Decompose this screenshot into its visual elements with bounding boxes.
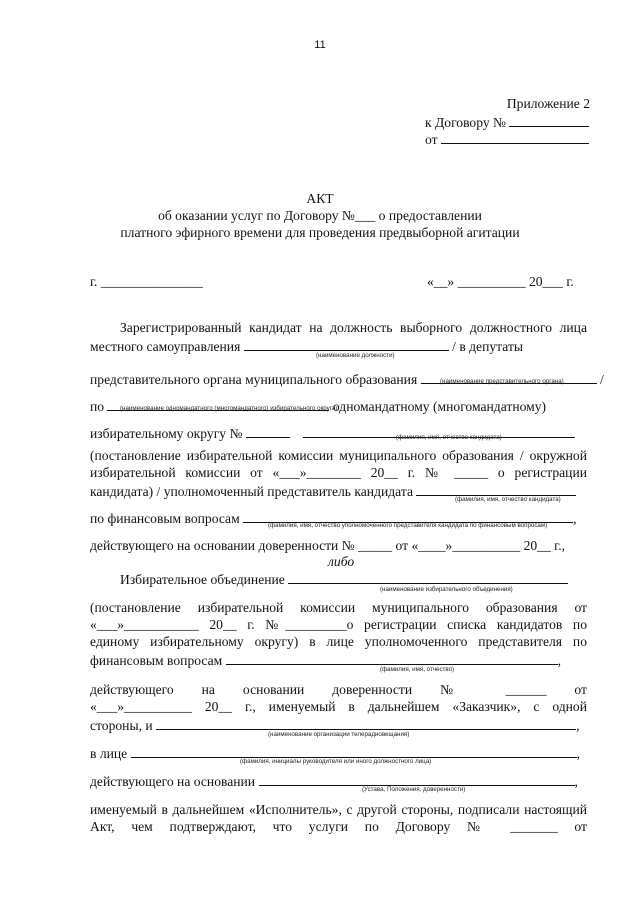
p1-line2-b: / в депутаты <box>452 338 524 354</box>
appendix-label: Приложение 2 <box>506 96 590 111</box>
contract-number-line <box>509 113 589 127</box>
act-subtitle-1: об оказании услуг по Договору №___ о предоставлении <box>158 208 482 223</box>
p6-line1-end: , <box>576 745 580 761</box>
p7-line1 <box>90 772 578 791</box>
party-line <box>288 570 568 584</box>
p7-line1-text: действующего на основании <box>90 773 256 789</box>
act-date: «__» __________ 20___ г. <box>427 274 574 289</box>
act-title: АКТ <box>306 191 334 206</box>
p6-line1-text: в лице <box>90 745 128 761</box>
district-caption: (наименование одномандатного (многомандатного) избирательного округа) <box>120 405 338 412</box>
p1-line2-a: местного самоуправления <box>90 338 241 354</box>
p8-line1: именуемый в дальнейшем «Исполнитель», с другой стороны, подписали настоящий <box>90 802 587 817</box>
party-caption: (наименование избирательного объединения) <box>380 586 513 593</box>
p5-line2: «___»__________ 20__ г., именуемый в дальнейшем «Заказчик», с одной <box>90 699 587 714</box>
position-line <box>244 337 449 351</box>
p2-line3-text: кандидата) / уполномоченный представитель кандидата <box>90 483 413 499</box>
district-number-line <box>246 424 290 438</box>
representative-line <box>416 482 576 496</box>
p2-line2: избирательной комиссии от «___»________ 20__ г. № _____ о регистрации <box>90 465 587 480</box>
representative-caption: (фамилия, имя, отчество кандидата) <box>455 496 561 503</box>
p7-line1-end: , <box>574 773 578 789</box>
or-separator: либо <box>328 554 355 569</box>
p1-line3-text: представительного органа муниципального образования <box>90 371 418 387</box>
contract-date-line <box>441 130 589 144</box>
p1-line1: Зарегистрированный кандидат на должность выборного должностного лица <box>120 320 587 335</box>
place: г. _______________ <box>90 274 203 289</box>
act-subtitle-2: платного эфирного времени для проведения предвыборной агитации <box>120 225 520 240</box>
financial-rep-caption: (фамилия, имя, отчество уполномоченного представителя кандидата по финансовым вопросам) <box>268 522 548 529</box>
p4-line2: «___»___________ 20__ г. №_________о регистрации списка кандидатов по <box>90 617 587 632</box>
council-caption: (наименование представительного органа) <box>440 378 564 385</box>
p2-line4-end: , <box>573 510 577 526</box>
p1-line4-a: по <box>90 398 105 414</box>
p4-line4 <box>90 651 561 670</box>
p4-line1: (постановление избирательной комиссии муниципального образования от <box>90 600 587 615</box>
p4-line4-text: финансовым вопросам <box>90 652 223 668</box>
basis-line <box>259 772 575 786</box>
page-number: 11 <box>314 39 326 51</box>
p5-line3-text: стороны, и <box>90 717 153 733</box>
p1-line5 <box>90 424 575 443</box>
manager-line <box>131 744 577 758</box>
p2-line1: (постановление избирательной комиссии муниципального образования / окружной <box>90 448 587 463</box>
broadcaster-caption: (наименование организации телерадиовещания) <box>268 731 410 738</box>
broadcaster-line <box>156 716 576 730</box>
p5-line3-end: , <box>576 717 580 733</box>
p8-line2: Акт, чем подтверждают, что услуги по Договору № _______ от <box>90 819 587 834</box>
manager-caption: (фамилия, инициалы руководителя или иного должностного лица) <box>240 758 432 765</box>
p3-line1-text: Избирательное объединение <box>120 571 285 587</box>
appendix-date <box>425 130 589 149</box>
p4-line3: единому избирательному округу) в лице уполномоченного представителя по <box>90 634 587 649</box>
appendix-contract-label: к Договору № <box>425 114 507 130</box>
p4-line4-end: , <box>557 652 562 668</box>
party-rep-line <box>226 651 558 665</box>
candidate-name-caption: (фамилия, имя, отчество кандидата) <box>396 434 502 441</box>
p5-line1: действующего на основании доверенности № ______ от <box>90 682 587 697</box>
p1-line3-end: / <box>600 371 604 387</box>
party-rep-caption: (фамилия, имя, отчество) <box>380 666 455 673</box>
p2-line5: действующего на основании доверенности № _____ от «____»__________ 20__ г., <box>90 538 566 553</box>
p1-line5-text: избирательному округу № <box>90 425 243 441</box>
p1-line4-b: одномандатному (многомандатному) <box>332 398 547 414</box>
appendix-date-label: от <box>425 131 438 147</box>
p2-line4-text: по финансовым вопросам <box>90 510 240 526</box>
financial-rep-line <box>243 509 573 523</box>
basis-caption: (Устава, Положения, доверенности) <box>362 786 466 793</box>
position-caption: (наименование должности) <box>316 352 395 359</box>
p1-line2 <box>90 337 523 356</box>
